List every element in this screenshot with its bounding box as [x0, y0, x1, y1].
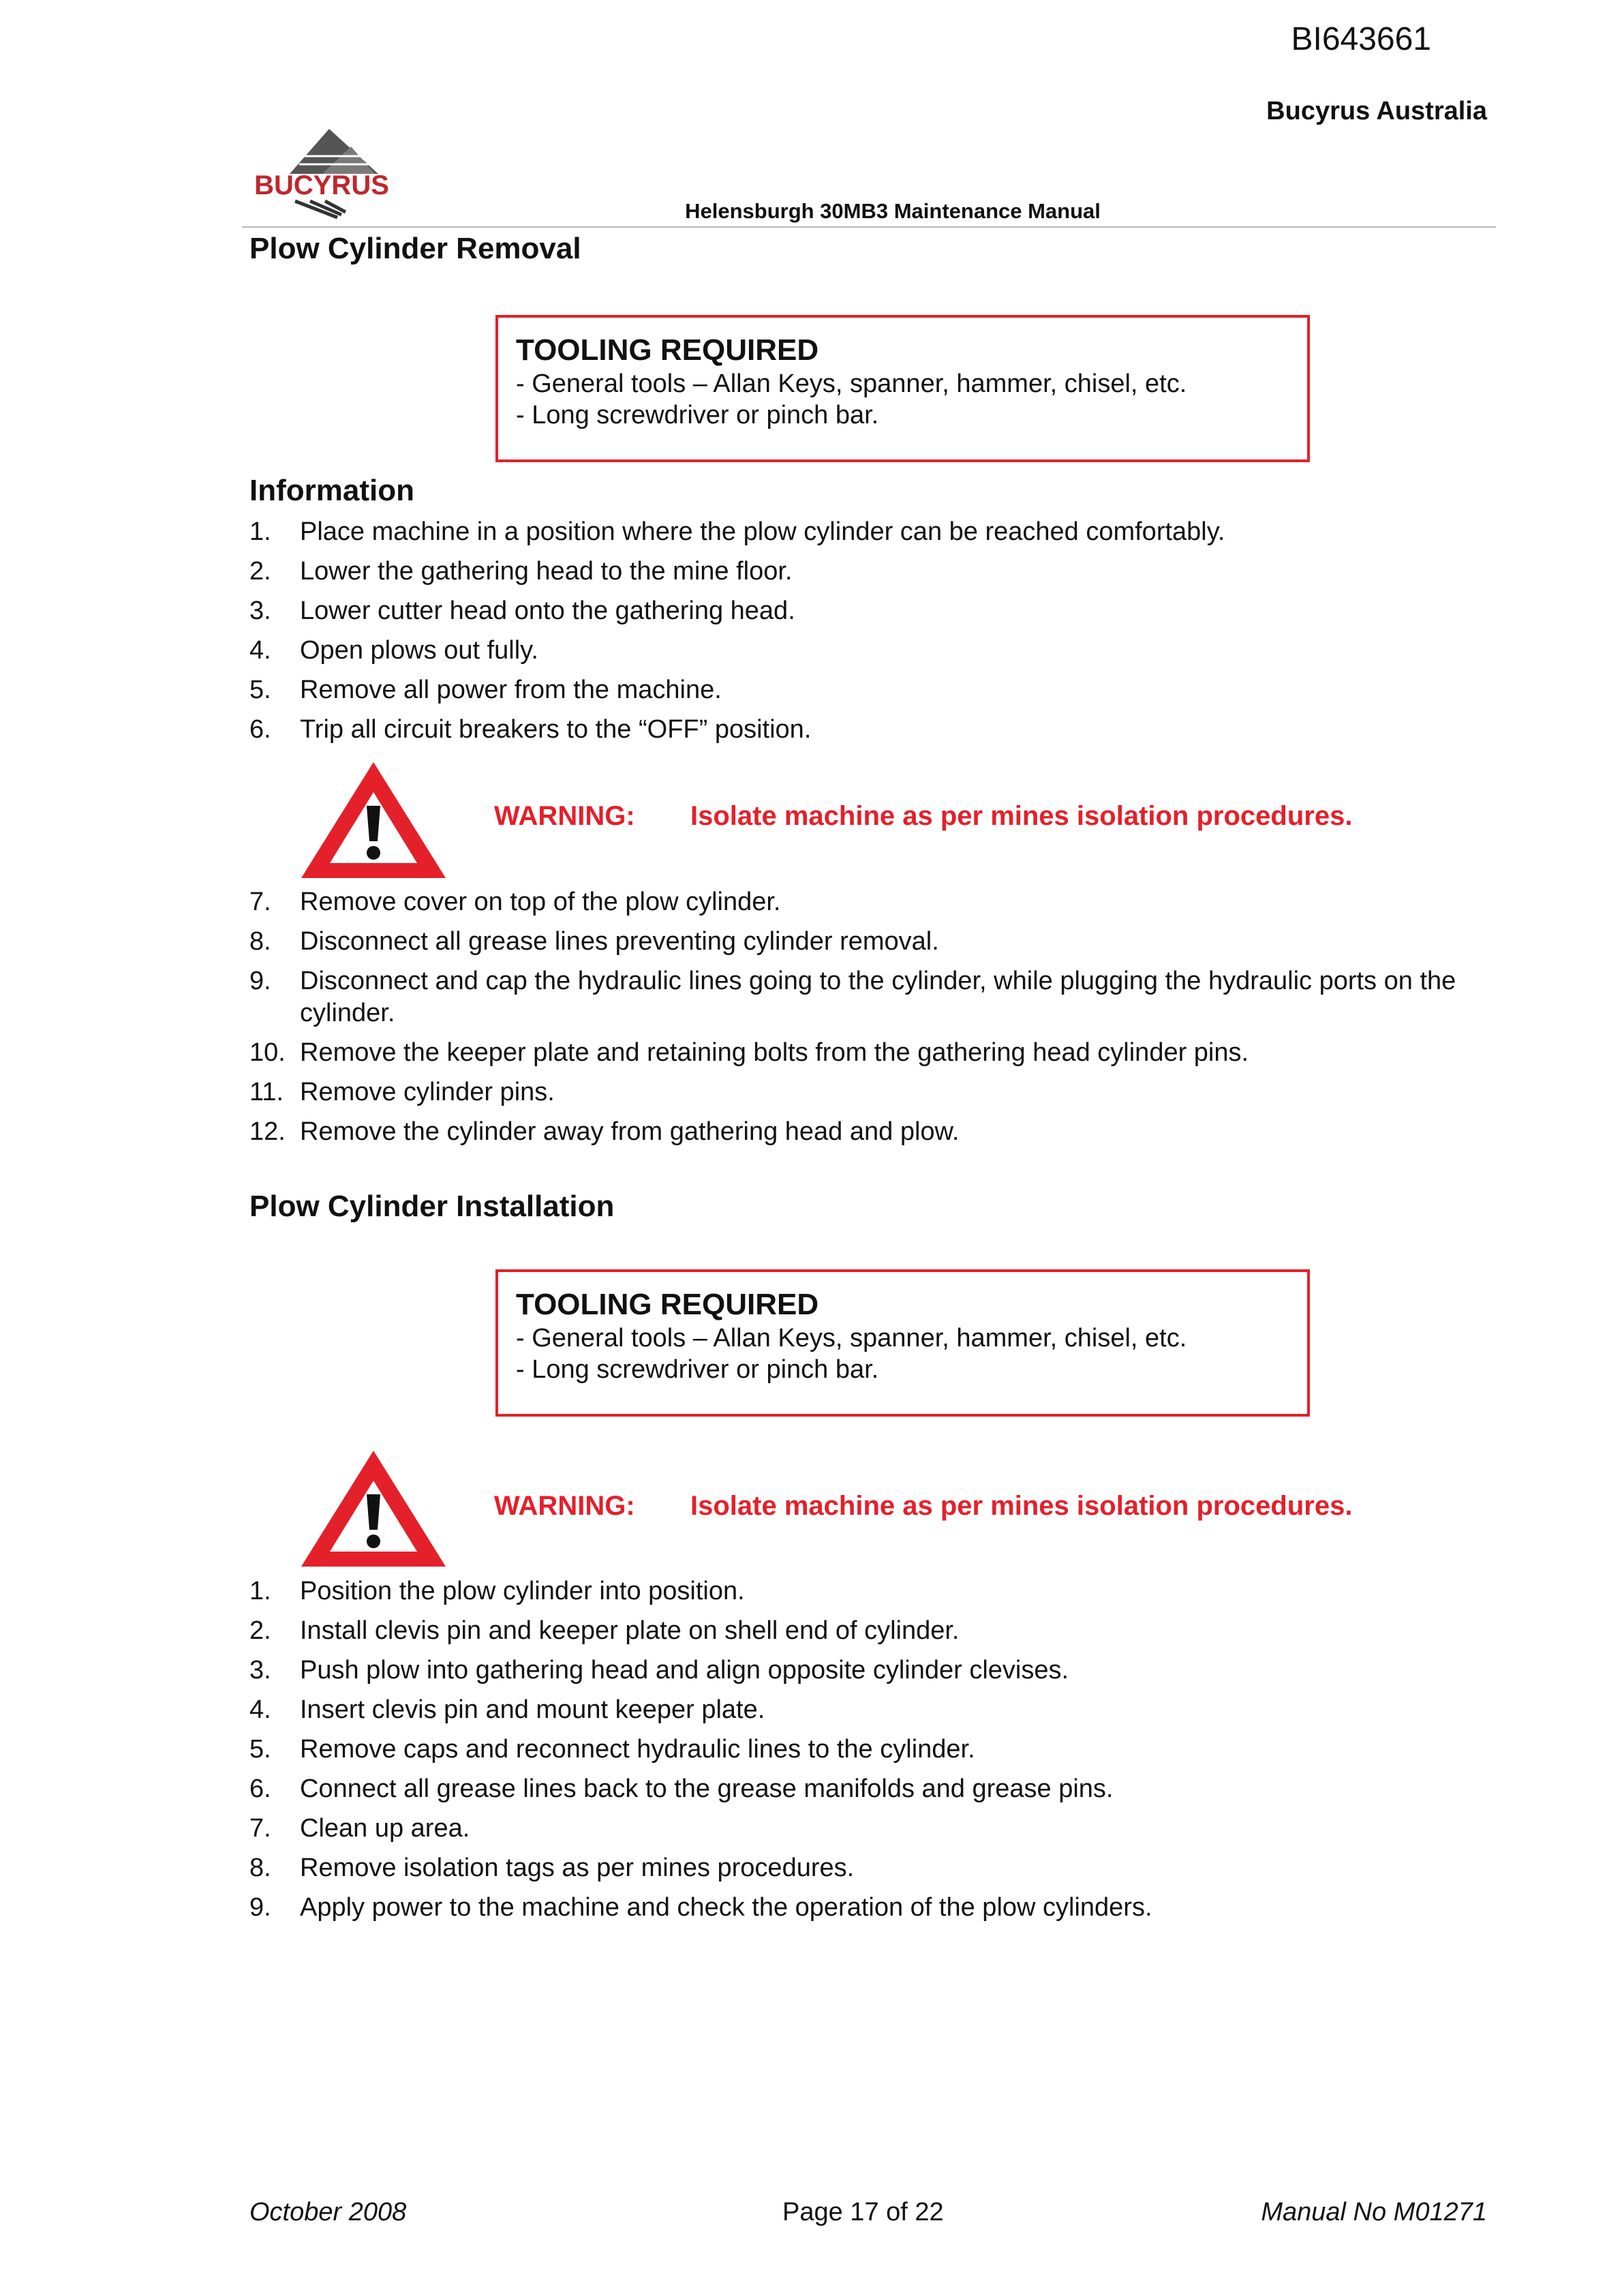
warning-triangle-icon — [297, 757, 450, 883]
step-number: 12. — [249, 1117, 286, 1146]
tooling-box-removal — [495, 315, 1310, 462]
step-text: Open plows out fully. — [300, 636, 538, 665]
step-text: Remove all power from the machine. — [300, 676, 722, 704]
removal-steps-list — [249, 516, 1497, 753]
step-text: Trip all circuit breakers to the “OFF” position. — [300, 715, 812, 744]
step-number: 4. — [249, 636, 271, 665]
warning-text: Isolate machine as per mines isolation procedures. — [690, 1491, 1353, 1521]
tooling-line: - General tools – Allan Keys, spanner, hammer, chisel, etc. — [516, 1324, 1187, 1353]
step-number: 1. — [249, 1577, 271, 1605]
removal-title: Plow Cylinder Removal — [249, 232, 581, 265]
header-divider — [242, 226, 1496, 228]
step-number: 9. — [249, 1893, 271, 1922]
step-number: 4. — [249, 1695, 271, 1724]
step-text: Disconnect all grease lines preventing cylinder removal. — [300, 927, 939, 956]
installation-title: Plow Cylinder Installation — [249, 1190, 615, 1223]
step-text: Remove the cylinder away from gathering head and plow. — [300, 1117, 960, 1146]
step-number: 1. — [249, 517, 271, 546]
list-item — [249, 1813, 1497, 1845]
step-text: Insert clevis pin and mount keeper plate. — [300, 1695, 765, 1724]
step-text: Remove the keeper plate and retaining bolts from the gathering head cylinder pins. — [300, 1038, 1249, 1067]
warning-triangle-icon — [297, 1445, 450, 1571]
step-text: Clean up area. — [300, 1814, 470, 1843]
logo-text: BUCYRUS — [254, 170, 389, 200]
step-number: 5. — [249, 1735, 271, 1764]
step-number: 8. — [249, 927, 271, 956]
step-number: 3. — [249, 1656, 271, 1685]
list-item — [249, 1655, 1497, 1687]
list-item — [249, 1694, 1497, 1726]
step-text: Remove isolation tags as per mines procedures. — [300, 1854, 855, 1882]
step-text: Apply power to the machine and check the operation of the plow cylinders. — [300, 1893, 1152, 1922]
list-item — [249, 1076, 1497, 1108]
step-text: Remove caps and reconnect hydraulic lines to the cylinder. — [300, 1735, 975, 1764]
document-id: BI643661 — [1291, 21, 1431, 57]
footer-date: October 2008 — [249, 2198, 407, 2226]
list-item — [249, 516, 1497, 548]
tooling-line: - Long screwdriver or pinch bar. — [516, 1355, 879, 1384]
step-number: 7. — [249, 1814, 271, 1843]
list-item — [249, 674, 1497, 706]
step-number: 8. — [249, 1854, 271, 1882]
step-number: 2. — [249, 1616, 271, 1645]
tooling-line: - General tools – Allan Keys, spanner, hammer, chisel, etc. — [516, 369, 1187, 398]
list-item — [249, 1037, 1497, 1069]
step-text: Push plow into gathering head and align opposite cylinder clevises. — [300, 1656, 1069, 1685]
step-number: 5. — [249, 676, 271, 704]
manual-title: Helensburgh 30MB3 Maintenance Manual — [685, 199, 1101, 223]
list-item — [249, 714, 1497, 746]
footer-page-number: Page 17 of 22 — [782, 2198, 944, 2226]
step-text: Lower the gathering head to the mine floor. — [300, 557, 793, 586]
list-item — [249, 1852, 1497, 1884]
list-item — [249, 1734, 1497, 1766]
tooling-title: TOOLING REQUIRED — [516, 333, 819, 367]
warning-label: WARNING: — [494, 1491, 635, 1521]
list-item — [249, 926, 1497, 958]
step-text: Remove cylinder pins. — [300, 1078, 555, 1106]
list-item — [249, 886, 1497, 918]
warning-text: Isolate machine as per mines isolation procedures. — [690, 801, 1353, 831]
step-number: 9. — [249, 967, 271, 995]
list-item — [249, 1575, 1497, 1607]
list-item — [249, 965, 1497, 1029]
tooling-box-installation — [495, 1269, 1310, 1417]
removal-steps-list-continued — [249, 886, 1497, 1155]
step-number: 2. — [249, 557, 271, 586]
installation-steps-list — [249, 1575, 1497, 1931]
step-number: 11. — [249, 1078, 284, 1106]
step-text: Connect all grease lines back to the grease manifolds and grease pins. — [300, 1774, 1114, 1803]
step-number: 6. — [249, 1774, 271, 1803]
list-item — [249, 556, 1497, 588]
list-item — [249, 1615, 1497, 1647]
tooling-line: - Long screwdriver or pinch bar. — [516, 401, 879, 429]
list-item — [249, 595, 1497, 627]
tooling-title: TOOLING REQUIRED — [516, 1288, 819, 1321]
warning-label: WARNING: — [494, 801, 635, 831]
step-number: 10. — [249, 1038, 286, 1067]
step-number: 3. — [249, 596, 271, 625]
list-item — [249, 1116, 1497, 1148]
information-title: Information — [249, 474, 414, 507]
step-text: Position the plow cylinder into position. — [300, 1577, 745, 1605]
company-name: Bucyrus Australia — [1266, 97, 1487, 125]
footer-manual-number: Manual No M01271 — [1261, 2198, 1487, 2226]
step-text: Lower cutter head onto the gathering head. — [300, 596, 795, 625]
step-number: 7. — [249, 888, 271, 916]
step-text: Install clevis pin and keeper plate on shell end of cylinder. — [300, 1616, 960, 1645]
step-number: 6. — [249, 715, 271, 744]
step-text: Disconnect and cap the hydraulic lines going to the cylinder, while plugging the hydraulic ports on the cylinder. — [300, 967, 1456, 1027]
step-text: Place machine in a position where the plow cylinder can be reached comfortably. — [300, 517, 1225, 546]
list-item — [249, 635, 1497, 667]
list-item — [249, 1892, 1497, 1924]
list-item — [249, 1773, 1497, 1805]
step-text: Remove cover on top of the plow cylinder. — [300, 888, 781, 916]
